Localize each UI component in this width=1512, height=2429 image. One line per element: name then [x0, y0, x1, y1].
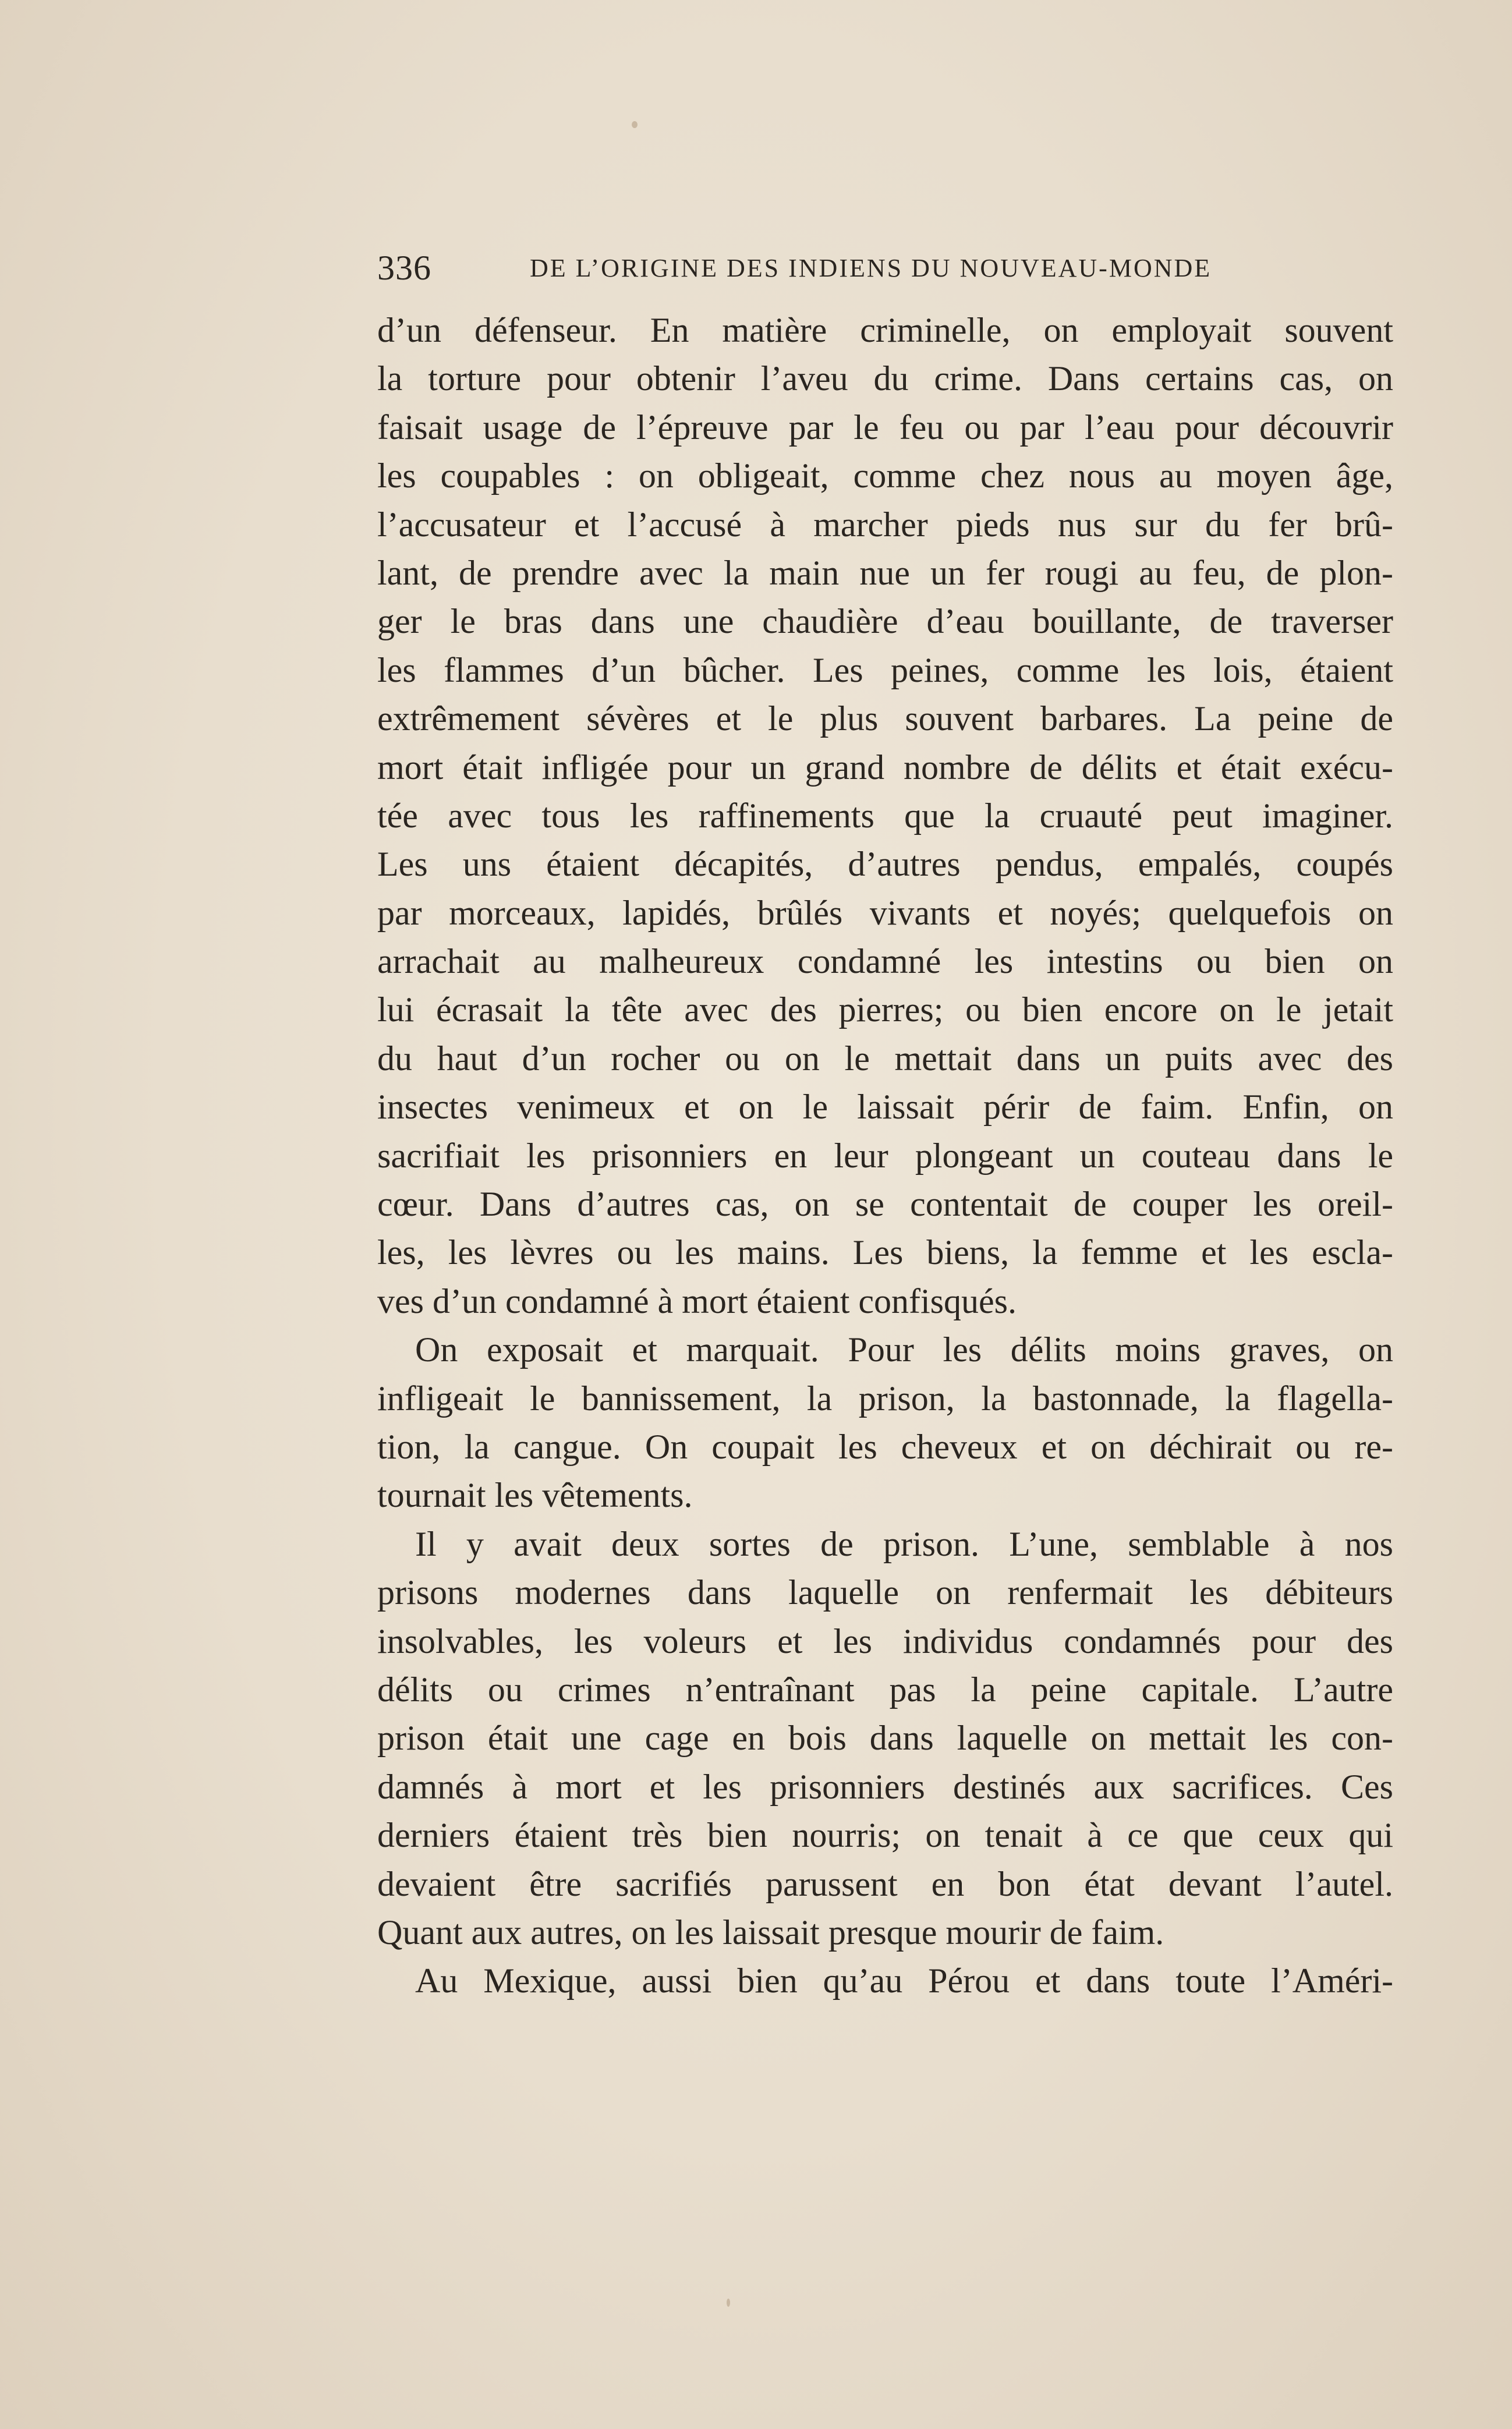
text-line: lant, de prendre avec la main nue un fer rougi au feu, de plon-: [377, 553, 1393, 592]
text-line: tion, la cangue. On coupait les cheveux et on déchirait ou re-: [377, 1427, 1393, 1466]
text-line: extrêmement sévères et le plus souvent barbares. La peine de: [377, 699, 1393, 738]
paper-speck: [727, 2299, 730, 2307]
body-text: [377, 306, 1393, 2006]
text-line: tée avec tous les raffinements que la cruauté peut imaginer.: [377, 796, 1393, 835]
text-line: lui écrasait la tête avec des pierres; ou bien encore on le jetait: [377, 990, 1393, 1029]
text-line: tournait les vêtements.: [377, 1476, 693, 1515]
text-line: prison était une cage en bois dans laquelle on mettait les con-: [377, 1719, 1393, 1758]
text-line: sacrifiait les prisonniers en leur plongeant un couteau dans le: [377, 1136, 1393, 1175]
text-line: infligeait le bannissement, la prison, la bastonnade, la flagella-: [377, 1379, 1393, 1418]
page-number: 336: [377, 249, 431, 287]
text-line: la torture pour obtenir l’aveu du crime. Dans certains cas, on: [377, 359, 1393, 398]
text-line: ves d’un condamné à mort étaient confisqués.: [377, 1281, 1017, 1320]
text-line: les, les lèvres ou les mains. Les biens, la femme et les escla-: [377, 1233, 1393, 1272]
text-line: ger le bras dans une chaudière d’eau bouillante, de traverser: [377, 602, 1393, 641]
text-line: les flammes d’un bûcher. Les peines, comme les lois, étaient: [377, 650, 1393, 689]
text-line: du haut d’un rocher ou on le mettait dans un puits avec des: [377, 1039, 1393, 1078]
text-line: devaient être sacrifiés parussent en bon état devant l’autel.: [377, 1864, 1393, 1903]
running-title: DE L’ORIGINE DES INDIENS DU NOUVEAU-MONDE: [530, 254, 1212, 282]
text-line: cœur. Dans d’autres cas, on se contentait de couper les oreil-: [377, 1185, 1393, 1224]
text-line: l’accusateur et l’accusé à marcher pieds nus sur du fer brû-: [377, 505, 1393, 544]
text-line: insectes venimeux et on le laissait périr de faim. Enfin, on: [377, 1088, 1393, 1127]
text-line: d’un défenseur. En matière criminelle, on employait souvent: [377, 311, 1393, 349]
text-line: damnés à mort et les prisonniers destinés aux sacrifices. Ces: [377, 1767, 1393, 1806]
text-line: Quant aux autres, on les laissait presque mourir de faim.: [377, 1913, 1164, 1952]
text-line: On exposait et marquait. Pour les délits moins graves, on: [415, 1330, 1393, 1369]
text-line: arrachait au malheureux condamné les intestins ou bien on: [377, 942, 1393, 981]
text-line: délits ou crimes n’entraînant pas la peine capitale. L’autre: [377, 1670, 1393, 1709]
text-line: insolvables, les voleurs et les individus condamnés pour des: [377, 1621, 1393, 1660]
paper-speck: [632, 121, 638, 128]
text-line: par morceaux, lapidés, brûlés vivants et noyés; quelquefois on: [377, 893, 1393, 932]
text-line: mort était infligée pour un grand nombre de délits et était exécu-: [377, 748, 1393, 787]
running-header: [377, 247, 1396, 288]
text-line: les coupables : on obligeait, comme chez nous au moyen âge,: [377, 456, 1393, 495]
text-line: Il y avait deux sortes de prison. L’une, semblable à nos: [415, 1524, 1393, 1563]
text-line: derniers étaient très bien nourris; on tenait à ce que ceux qui: [377, 1816, 1393, 1855]
text-line: faisait usage de l’épreuve par le feu ou par l’eau pour découvrir: [377, 408, 1393, 447]
text-line: Au Mexique, aussi bien qu’au Pérou et dans toute l’Améri-: [415, 1961, 1393, 2000]
text-line: Les uns étaient décapités, d’autres pendus, empalés, coupés: [377, 845, 1393, 884]
text-line: prisons modernes dans laquelle on renfermait les débiteurs: [377, 1573, 1393, 1612]
